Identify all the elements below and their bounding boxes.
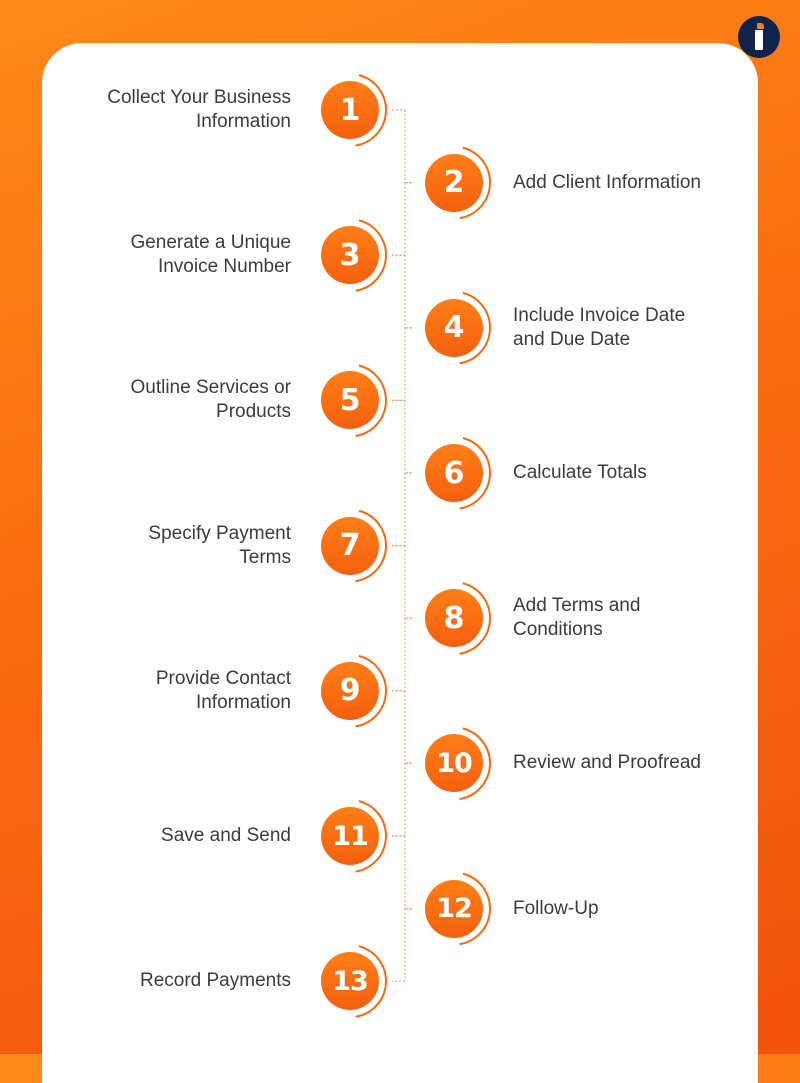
step-number-10: 10 (425, 734, 483, 792)
step-number-4: 4 (425, 299, 483, 357)
step-label-9 (70, 667, 291, 715)
step-label-3 (70, 231, 291, 279)
step-label-8 (513, 594, 640, 642)
step-label-line: Invoice Number (157, 256, 291, 278)
step-label-13 (70, 969, 291, 993)
step-label-line: Generate a Unique (130, 232, 291, 254)
step-label-line: Specify Payment (148, 522, 291, 544)
step-number-1: 1 (321, 81, 379, 139)
step-label-12 (513, 897, 599, 921)
step-label-line: Collect Your Business (107, 87, 291, 108)
step-label-line: Conditions (513, 619, 603, 641)
step-label-4 (513, 304, 685, 352)
step-label-2 (513, 171, 701, 195)
step-number-6: 6 (425, 444, 483, 502)
step-number-12: 12 (425, 880, 483, 938)
step-label-10 (513, 751, 701, 775)
step-label-line: Provide Contact (155, 667, 291, 689)
step-label-6 (513, 461, 647, 485)
step-label-line: Follow-Up (513, 897, 599, 919)
step-label-line: Review and Proofread (513, 752, 701, 774)
step-number-8: 8 (425, 589, 483, 647)
step-label-line: Include Invoice Date (513, 304, 686, 326)
step-number-3: 3 (321, 226, 379, 284)
step-label-1 (70, 86, 291, 134)
step-number-2: 2 (425, 154, 483, 212)
step-label-7 (70, 522, 291, 570)
step-label-line: Save and Send (161, 825, 291, 846)
step-label-line: Record Payments (139, 970, 291, 992)
step-label-line: Outline Services or (130, 377, 291, 399)
step-label-line: Information (195, 111, 291, 132)
step-label-line: Information (195, 691, 291, 713)
step-label-5 (70, 376, 291, 424)
step-label-line: Add Terms and (513, 595, 641, 617)
step-number-13: 13 (321, 952, 379, 1010)
step-label-11 (70, 824, 291, 848)
step-number-7: 7 (321, 517, 379, 575)
step-label-line: Calculate Totals (513, 462, 647, 483)
step-label-line: Terms (239, 546, 291, 568)
step-label-line: and Due Date (513, 328, 631, 350)
step-number-5: 5 (321, 371, 379, 429)
step-number-11: 11 (321, 807, 379, 865)
step-label-line: Products (216, 401, 291, 423)
step-label-line: Add Client Information (513, 171, 701, 193)
step-number-9: 9 (321, 662, 379, 720)
